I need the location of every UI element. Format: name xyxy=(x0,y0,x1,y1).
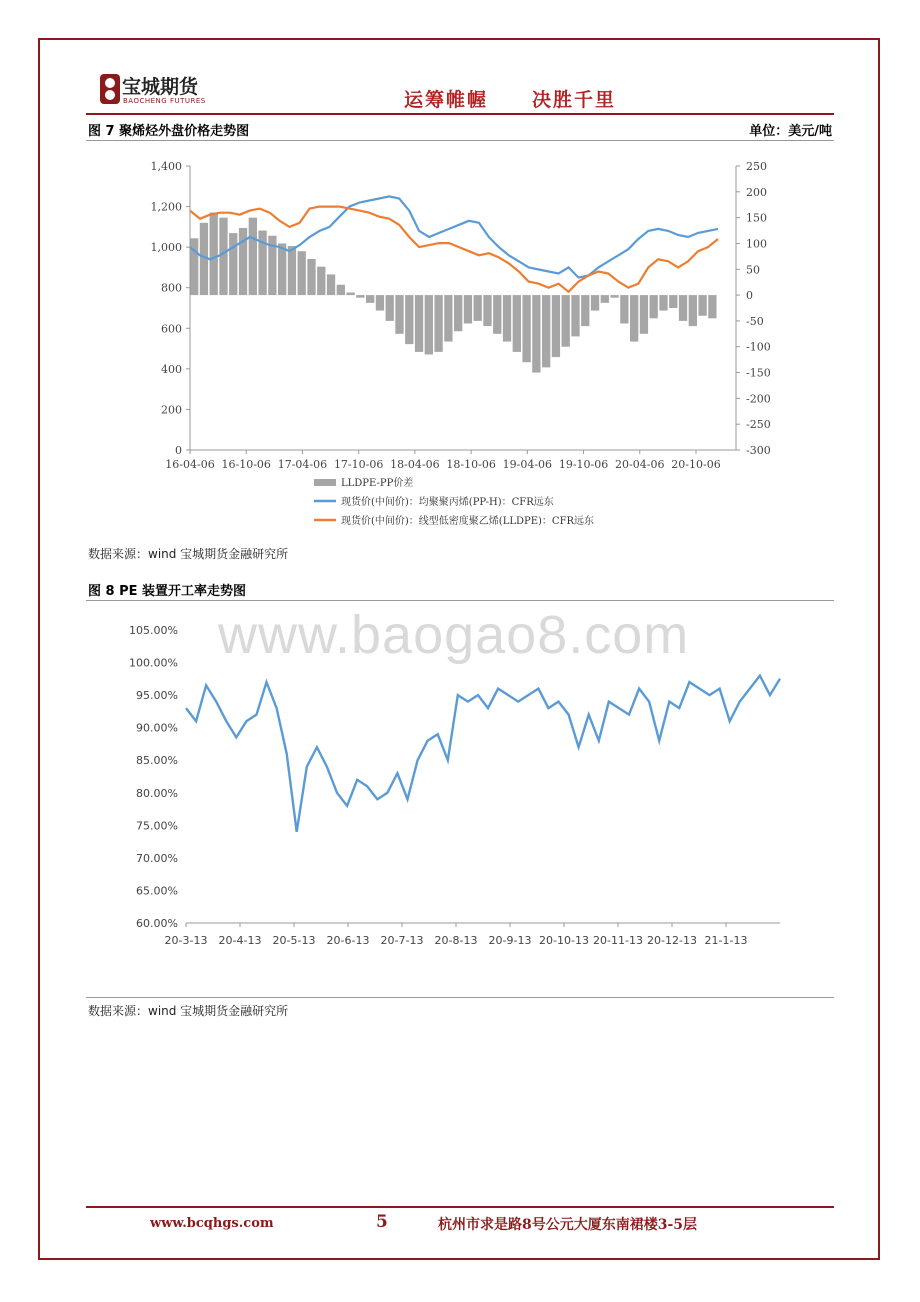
spread-bar xyxy=(483,295,491,326)
spread-bar xyxy=(307,259,315,295)
spread-bar xyxy=(219,218,227,295)
spread-bar xyxy=(454,295,462,331)
footer-rule xyxy=(86,1206,834,1208)
figure8-title-rule xyxy=(86,600,834,601)
legend-swatch-spread xyxy=(314,479,336,486)
y-right-tick-label: -250 xyxy=(746,418,771,432)
x-tick-label: 18-04-06 xyxy=(390,458,440,471)
y-left-tick-label: 200 xyxy=(161,403,182,417)
y-tick-label: 90.00% xyxy=(136,721,178,735)
spread-bar xyxy=(210,212,218,295)
y-tick-label: 100.00% xyxy=(129,656,178,670)
figure7-source: 数据来源：wind 宝城期货金融研究所 xyxy=(88,547,289,561)
legend-label: LLDPE-PP价差 xyxy=(341,478,414,489)
spread-bar xyxy=(659,295,667,310)
y-left-tick-label: 0 xyxy=(175,444,182,457)
operating-rate-line xyxy=(186,676,780,832)
slogan-part-1: 运筹帷幄 xyxy=(404,89,489,111)
spread-bar xyxy=(366,295,374,303)
figure8-bottom-rule xyxy=(86,997,834,998)
spread-bar xyxy=(434,295,442,352)
x-tick-label: 21-1-13 xyxy=(704,934,748,947)
x-tick-label: 20-12-13 xyxy=(647,934,697,947)
spread-bar xyxy=(591,295,599,310)
y-right-tick-label: 150 xyxy=(746,211,767,225)
spread-bar xyxy=(640,295,648,334)
y-tick-label: 60.00% xyxy=(136,917,178,930)
slogan xyxy=(404,85,616,112)
x-tick-label: 19-04-06 xyxy=(502,458,553,471)
y-left-tick-label: 600 xyxy=(161,322,182,336)
slogan-part-2: 决胜千里 xyxy=(532,89,617,111)
spread-bar xyxy=(542,295,550,367)
y-right-tick-label: -100 xyxy=(746,340,771,354)
footer-address: 杭州市求是路8号公元大厦东南裙楼3-5层 xyxy=(438,1217,698,1233)
y-tick-label: 80.00% xyxy=(136,786,178,800)
x-tick-label: 17-10-06 xyxy=(333,458,384,471)
spread-bar xyxy=(581,295,589,326)
legend-label: 现货价(中间价)：线型低密度聚乙烯(LLDPE)：CFR远东 xyxy=(341,516,595,527)
spread-bar xyxy=(327,274,335,295)
figure7-unit: 单位：美元/吨 xyxy=(749,124,832,139)
spread-bar xyxy=(464,295,472,323)
spread-bar xyxy=(229,233,237,295)
spread-bar xyxy=(650,295,658,318)
spread-bar xyxy=(337,285,345,295)
spread-bar xyxy=(405,295,413,344)
spread-bar xyxy=(298,251,306,295)
x-tick-label: 16-10-06 xyxy=(221,458,271,471)
spread-bar xyxy=(288,246,296,295)
company-name-cn: 宝城期货 xyxy=(122,76,199,98)
figure8-title: 图 8 PE 装置开工率走势图 xyxy=(88,584,247,599)
x-tick-label: 20-10-06 xyxy=(671,458,721,471)
spread-bar xyxy=(562,295,570,347)
y-right-tick-label: 250 xyxy=(746,160,767,173)
y-left-tick-label: 1,200 xyxy=(150,200,182,214)
x-tick-label: 20-6-13 xyxy=(326,934,370,947)
y-tick-label: 65.00% xyxy=(136,884,178,898)
x-tick-label: 16-04-06 xyxy=(165,458,215,471)
spread-bar xyxy=(474,295,482,321)
y-left-tick-label: 800 xyxy=(161,281,182,295)
y-right-tick-label: 50 xyxy=(746,263,760,277)
spread-bar xyxy=(317,267,325,295)
y-tick-label: 85.00% xyxy=(136,754,178,768)
footer-website[interactable]: www.bcqhgs.com xyxy=(150,1216,274,1231)
x-tick-label: 20-11-13 xyxy=(593,934,643,947)
figure7-chart xyxy=(86,148,834,538)
legend-label: 现货价(中间价)：均聚聚丙烯(PP-H)：CFR远东 xyxy=(341,497,554,508)
spread-bar xyxy=(630,295,638,341)
x-tick-label: 20-7-13 xyxy=(380,934,424,947)
x-tick-label: 20-04-06 xyxy=(615,458,665,471)
spread-bar xyxy=(356,295,364,298)
spread-bar xyxy=(620,295,628,323)
y-left-tick-label: 400 xyxy=(161,362,182,376)
x-tick-label: 20-10-13 xyxy=(539,934,589,947)
page-number: 5 xyxy=(376,1212,388,1232)
y-tick-label: 75.00% xyxy=(136,819,178,833)
spread-bar xyxy=(698,295,706,316)
spread-bar xyxy=(522,295,530,362)
figure7-title-rule xyxy=(86,140,834,141)
watermark: www.baogao8.com xyxy=(218,605,690,665)
spread-bar xyxy=(239,228,247,295)
spread-bar xyxy=(278,243,286,295)
y-right-tick-label: -300 xyxy=(746,444,771,457)
company-name-en: BAOCHENG FUTURES xyxy=(123,97,206,105)
spread-bar xyxy=(532,295,540,372)
y-right-tick-label: 0 xyxy=(746,289,753,303)
figure8-source: 数据来源：wind 宝城期货金融研究所 xyxy=(88,1004,289,1018)
spread-bar xyxy=(552,295,560,357)
y-tick-label: 105.00% xyxy=(129,624,178,637)
spread-bar xyxy=(610,295,618,298)
header-rule xyxy=(86,113,834,115)
spread-bar xyxy=(513,295,521,352)
x-tick-label: 20-4-13 xyxy=(218,934,262,947)
y-left-tick-label: 1,000 xyxy=(150,241,182,255)
x-tick-label: 18-10-06 xyxy=(446,458,496,471)
spread-bar xyxy=(571,295,579,336)
spread-bar xyxy=(503,295,511,341)
x-tick-label: 20-3-13 xyxy=(164,934,208,947)
x-tick-label: 20-5-13 xyxy=(272,934,316,947)
spread-bar xyxy=(444,295,452,341)
y-right-tick-label: -200 xyxy=(746,392,771,406)
spread-bar xyxy=(376,295,384,310)
x-tick-label: 17-04-06 xyxy=(277,458,328,471)
x-tick-label: 20-8-13 xyxy=(434,934,478,947)
y-left-tick-label: 1,400 xyxy=(150,160,182,173)
x-tick-label: 20-9-13 xyxy=(488,934,532,947)
spread-bar xyxy=(689,295,697,326)
spread-bar xyxy=(493,295,501,334)
y-tick-label: 95.00% xyxy=(136,689,178,703)
spread-bar xyxy=(346,293,354,296)
spread-bar xyxy=(415,295,423,352)
spread-bar xyxy=(395,295,403,334)
spread-bar xyxy=(249,218,257,295)
spread-bar xyxy=(425,295,433,354)
spread-bar xyxy=(386,295,394,321)
spread-bar xyxy=(679,295,687,321)
y-right-tick-label: -150 xyxy=(746,366,771,380)
y-tick-label: 70.00% xyxy=(136,851,178,865)
spread-bar xyxy=(601,295,609,303)
y-right-tick-label: 200 xyxy=(746,185,767,199)
y-right-tick-label: -50 xyxy=(746,314,764,328)
spread-bar xyxy=(669,295,677,308)
y-right-tick-label: 100 xyxy=(746,237,767,251)
figure7-title: 图 7 聚烯烃外盘价格走势图 xyxy=(88,124,250,139)
spread-bar xyxy=(708,295,716,318)
x-tick-label: 19-10-06 xyxy=(558,458,609,471)
